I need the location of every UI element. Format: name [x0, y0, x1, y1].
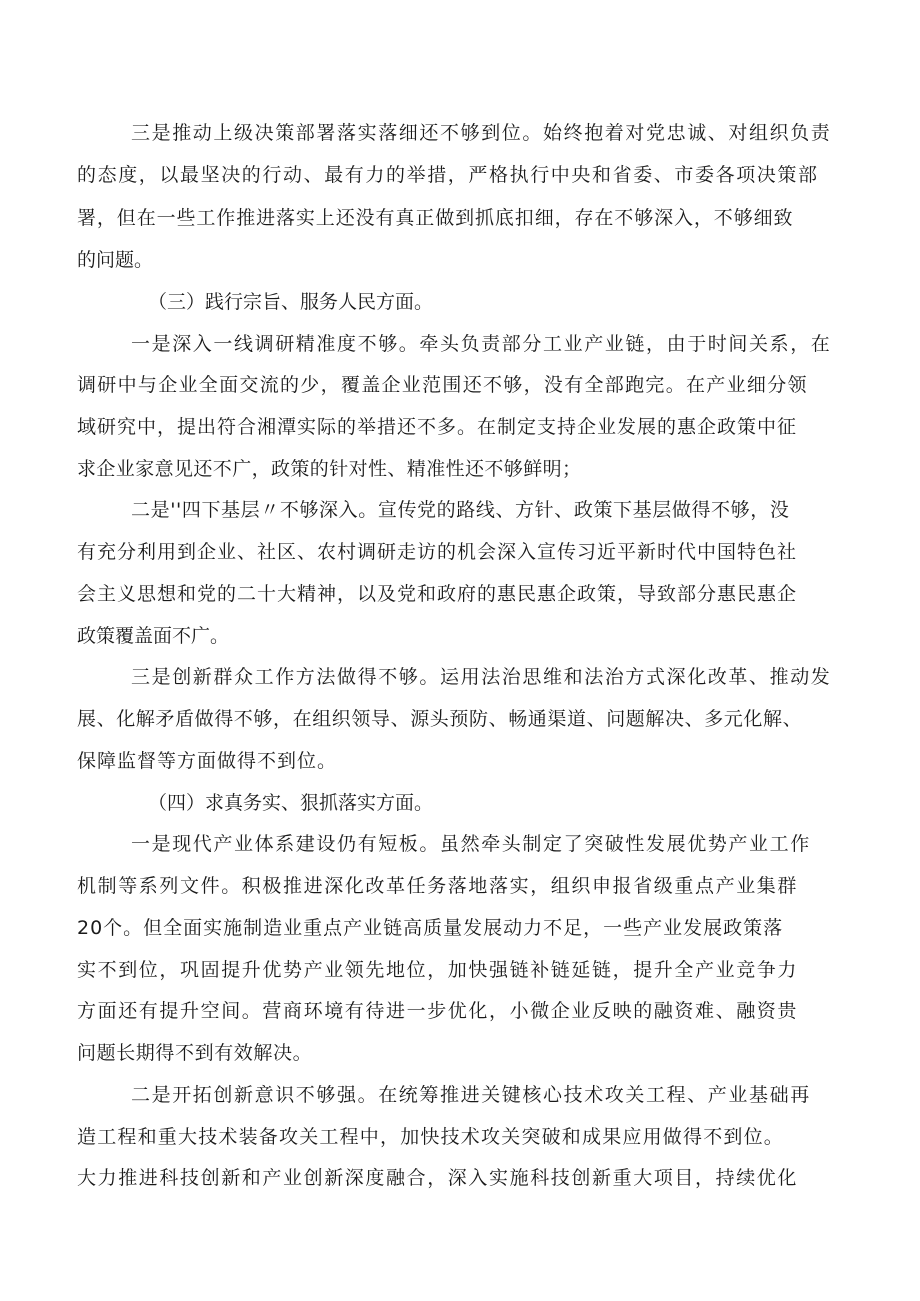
- text-line: 调研中与企业全面交流的少，覆盖企业范围还不够，没有全部跑完。在产业细分领: [77, 374, 808, 396]
- section-heading: （三）践行宗旨、服务人民方面。: [148, 291, 434, 313]
- text-line: 政策覆盖面不广。: [77, 625, 230, 647]
- text-line: 一是现代产业体系建设仍有短板。虽然牵头制定了突破性发展优势产业工作: [131, 833, 811, 855]
- text-line: 域研究中，提出符合湘潭实际的举措还不多。在制定支持企业发展的惠企政策中征: [77, 416, 798, 438]
- text-line: 会主义思想和党的二十大精神，以及党和政府的惠民惠企政策，导致部分惠民惠企: [77, 583, 798, 605]
- text-line: 20个。但全面实施制造业重点产业链高质量发展动力不足，一些产业发展政策落: [77, 917, 784, 939]
- text-line: 署，但在一些工作推进落实上还没有真正做到抓底扣细，存在不够深入，不够细致: [77, 207, 794, 229]
- text-line: 保障监督等方面做得不到位。: [77, 750, 338, 772]
- text-line: 实不到位，巩固提升优势产业领先地位，加快强链补链延链，提升全产业竞争力: [77, 959, 799, 981]
- text-line: 有充分利用到企业、社区、农村调研走访的机会深入宣传习近平新时代中国特色社: [77, 541, 798, 563]
- section-heading: （四）求真务实、狠抓落实方面。: [148, 792, 434, 814]
- text-line: 一是深入一线调研精准度不够。牵头负责部分工业产业链，由于时间关系，在: [131, 333, 832, 355]
- text-line: 展、化解矛盾做得不够，在组织领导、源头预防、畅通渠道、问题解决、多元化解、: [77, 708, 803, 730]
- text-line: 大力推进科技创新和产业创新深度融合，深入实施科技创新重大项目，持续优化: [77, 1167, 799, 1189]
- text-line: 三是推动上级决策部署落实落细还不够到位。始终抱着对党忠诚、对组织负责: [131, 122, 832, 144]
- text-line: 二是''四下基层〃不够深入。宣传党的路线、方针、政策下基层做得不够，没: [131, 499, 790, 521]
- text-line: 的态度，以最坚决的行动、最有力的举措，严格执行中央和省委、市委各项决策部: [77, 164, 819, 186]
- text-line: 求企业家意见还不广，政策的针对性、精准性还不够鲜明；: [77, 458, 582, 480]
- text-line: 二是开拓创新意识不够强。在统筹推进关键核心技术攻关工程、产业基础再: [131, 1084, 811, 1106]
- text-line: 三是创新群众工作方法做得不够。运用法治思维和法治方式深化改革、推动发: [131, 666, 832, 688]
- text-line: 机制等系列文件。积极推进深化改革任务落地落实，组织申报省级重点产业集群: [77, 875, 799, 897]
- text-line: 造工程和重大技术装备攻关工程中，加快技术攻关突破和成果应用做得不到位。: [77, 1126, 785, 1148]
- text-line: 问题长期得不到有效解决。: [77, 1042, 313, 1064]
- text-line: 的问题。: [77, 249, 154, 271]
- text-line: 方面还有提升空间。营商环境有待进一步优化，小微企业反映的融资难、融资贵: [77, 1000, 799, 1022]
